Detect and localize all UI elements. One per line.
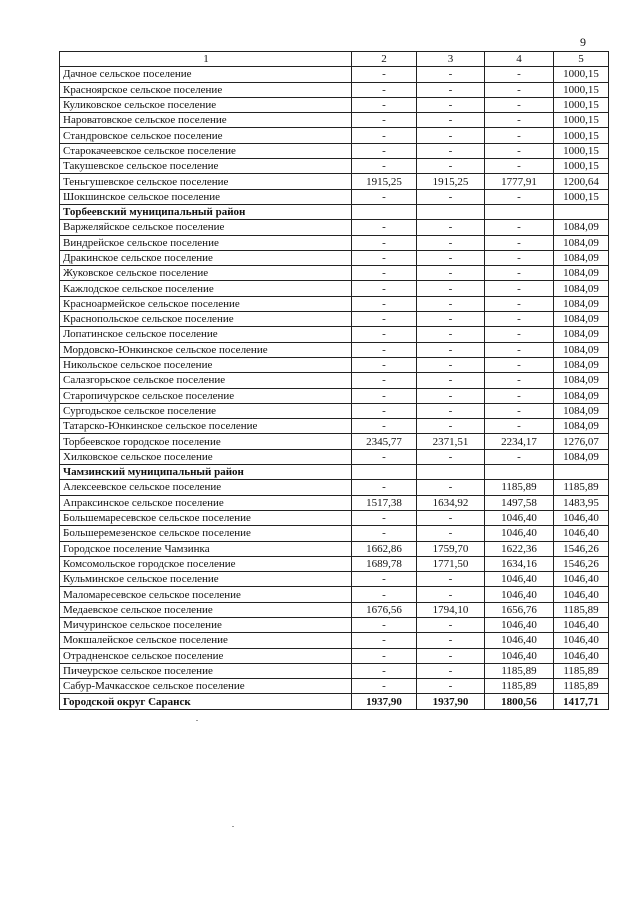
value-cell-4: - [485, 342, 554, 357]
value-cell-5: 1000,15 [554, 67, 609, 82]
value-cell-5: 1000,15 [554, 159, 609, 174]
value-cell-2: - [352, 296, 417, 311]
table-row [60, 403, 609, 418]
settlement-name-cell: Маломаресевское сельское поселение [60, 587, 352, 602]
settlement-name-cell: Комсомольское городское поселение [60, 556, 352, 571]
value-cell-4: - [485, 388, 554, 403]
value-cell-5: 1000,15 [554, 143, 609, 158]
value-cell-4: - [485, 449, 554, 464]
value-cell-2: - [352, 250, 417, 265]
settlement-name-cell: Апраксинское сельское поселение [60, 495, 352, 510]
settlement-name-cell: Сургодьское сельское поселение [60, 403, 352, 418]
table-row [60, 388, 609, 403]
value-cell-5: 1185,89 [554, 480, 609, 495]
value-cell-2: - [352, 67, 417, 82]
value-cell-4: 1046,40 [485, 617, 554, 632]
value-cell-3: - [417, 510, 485, 525]
settlement-name-cell: Куликовское сельское поселение [60, 97, 352, 112]
value-cell-2: - [352, 266, 417, 281]
value-cell-3: - [417, 296, 485, 311]
value-cell-4: - [485, 67, 554, 82]
table-section-row [60, 204, 609, 219]
value-cell-3: - [417, 97, 485, 112]
value-cell-2: - [352, 526, 417, 541]
value-cell-5: 1084,09 [554, 250, 609, 265]
value-cell-3: 2371,51 [417, 434, 485, 449]
value-cell-5: 1546,26 [554, 556, 609, 571]
value-cell-5: 1084,09 [554, 220, 609, 235]
settlement-name-cell: Дракинское сельское поселение [60, 250, 352, 265]
value-cell-4: - [485, 327, 554, 342]
settlement-name-cell: Большемаресевское сельское поселение [60, 510, 352, 525]
value-cell-5: 1084,09 [554, 449, 609, 464]
value-cell-5 [554, 204, 609, 219]
value-cell-4: - [485, 159, 554, 174]
settlement-name-cell: Медаевское сельское поселение [60, 602, 352, 617]
value-cell-5: 1084,09 [554, 403, 609, 418]
value-cell-2: - [352, 663, 417, 678]
value-cell-4: 1800,56 [485, 694, 554, 709]
value-cell-4 [485, 204, 554, 219]
value-cell-3: - [417, 327, 485, 342]
value-cell-2 [352, 204, 417, 219]
scan-speck [196, 720, 198, 721]
table-row [60, 633, 609, 648]
value-cell-2: - [352, 480, 417, 495]
value-cell-2: - [352, 403, 417, 418]
value-cell-2: 1517,38 [352, 495, 417, 510]
header-cell-4: 4 [485, 52, 554, 67]
value-cell-3: - [417, 113, 485, 128]
table-row [60, 82, 609, 97]
value-cell-2: 1915,25 [352, 174, 417, 189]
table-row [60, 495, 609, 510]
value-cell-5: 1046,40 [554, 648, 609, 663]
settlement-name-cell: Такушевское сельское поселение [60, 159, 352, 174]
settlement-name-cell: Торбеевский муниципальный район [60, 204, 352, 219]
value-cell-3: 1937,90 [417, 694, 485, 709]
value-cell-3: 1915,25 [417, 174, 485, 189]
table-row [60, 373, 609, 388]
value-cell-3: - [417, 419, 485, 434]
value-cell-2: - [352, 572, 417, 587]
value-cell-4: - [485, 373, 554, 388]
value-cell-2: - [352, 617, 417, 632]
value-cell-5: 1546,26 [554, 541, 609, 556]
value-cell-4: 1622,36 [485, 541, 554, 556]
settlement-name-cell: Виндрейское сельское поселение [60, 235, 352, 250]
value-cell-3: - [417, 128, 485, 143]
value-cell-5: 1000,15 [554, 113, 609, 128]
value-cell-3: - [417, 679, 485, 694]
value-cell-4: - [485, 419, 554, 434]
table-row [60, 97, 609, 112]
settlement-name-cell: Мокшалейское сельское поселение [60, 633, 352, 648]
value-cell-2: - [352, 373, 417, 388]
settlement-name-cell: Мичуринское сельское поселение [60, 617, 352, 632]
value-cell-3: - [417, 449, 485, 464]
value-cell-3 [417, 465, 485, 480]
value-cell-3: - [417, 281, 485, 296]
table-row [60, 312, 609, 327]
table-row [60, 67, 609, 82]
value-cell-5: 1046,40 [554, 617, 609, 632]
value-cell-5: 1046,40 [554, 510, 609, 525]
value-cell-5: 1200,64 [554, 174, 609, 189]
settlement-name-cell: Отрадненское сельское поселение [60, 648, 352, 663]
settlement-name-cell: Сабур-Мачкасское сельское поселение [60, 679, 352, 694]
value-cell-5: 1084,09 [554, 419, 609, 434]
value-cell-3: - [417, 403, 485, 418]
value-cell-5: 1084,09 [554, 327, 609, 342]
value-cell-3: - [417, 342, 485, 357]
value-cell-4: - [485, 296, 554, 311]
table-row [60, 327, 609, 342]
value-cell-5: 1000,15 [554, 97, 609, 112]
value-cell-3: 1634,92 [417, 495, 485, 510]
value-cell-2: - [352, 327, 417, 342]
value-cell-5: 1084,09 [554, 342, 609, 357]
header-cell-1: 1 [60, 52, 352, 67]
table-row [60, 281, 609, 296]
value-cell-2: 1662,86 [352, 541, 417, 556]
value-cell-4: 1046,40 [485, 572, 554, 587]
value-cell-4 [485, 465, 554, 480]
value-cell-4: 1046,40 [485, 526, 554, 541]
value-cell-3: - [417, 189, 485, 204]
header-cell-2: 2 [352, 52, 417, 67]
value-cell-2: - [352, 679, 417, 694]
value-cell-3: - [417, 480, 485, 495]
value-cell-4: - [485, 82, 554, 97]
value-cell-2: - [352, 587, 417, 602]
table-row [60, 572, 609, 587]
value-cell-2: - [352, 312, 417, 327]
value-cell-5: 1084,09 [554, 235, 609, 250]
header-cell-5: 5 [554, 52, 609, 67]
value-cell-4: - [485, 250, 554, 265]
settlement-name-cell: Алексеевское сельское поселение [60, 480, 352, 495]
value-cell-5: 1276,07 [554, 434, 609, 449]
value-cell-2: - [352, 189, 417, 204]
value-cell-4: - [485, 128, 554, 143]
value-cell-2: - [352, 648, 417, 663]
value-cell-5: 1084,09 [554, 357, 609, 372]
settlement-name-cell: Пичеурское сельское поселение [60, 663, 352, 678]
settlement-name-cell: Дачное сельское поселение [60, 67, 352, 82]
settlement-name-cell: Теньгушевское сельское поселение [60, 174, 352, 189]
value-cell-5: 1185,89 [554, 663, 609, 678]
value-cell-4: - [485, 403, 554, 418]
value-cell-2: 1676,56 [352, 602, 417, 617]
value-cell-5 [554, 465, 609, 480]
value-cell-4: 1656,76 [485, 602, 554, 617]
value-cell-2 [352, 465, 417, 480]
value-cell-3: - [417, 220, 485, 235]
value-cell-4: 1185,89 [485, 679, 554, 694]
settlement-name-cell: Чамзинский муниципальный район [60, 465, 352, 480]
table-row [60, 189, 609, 204]
table-section-row [60, 694, 609, 709]
value-cell-3: - [417, 648, 485, 663]
table-row [60, 541, 609, 556]
value-cell-4: 1185,89 [485, 480, 554, 495]
table-row [60, 357, 609, 372]
value-cell-2: - [352, 419, 417, 434]
value-cell-4: - [485, 266, 554, 281]
value-cell-3: - [417, 526, 485, 541]
value-cell-4: 1046,40 [485, 587, 554, 602]
settlement-name-cell: Варжеляйское сельское поселение [60, 220, 352, 235]
header-cell-3: 3 [417, 52, 485, 67]
value-cell-2: - [352, 281, 417, 296]
table-row [60, 480, 609, 495]
value-cell-4: - [485, 357, 554, 372]
value-cell-4: - [485, 220, 554, 235]
table-row [60, 342, 609, 357]
value-cell-5: 1046,40 [554, 572, 609, 587]
settlement-name-cell: Хилковское сельское поселение [60, 449, 352, 464]
table-row [60, 296, 609, 311]
settlement-name-cell: Салазгорьское сельское поселение [60, 373, 352, 388]
value-cell-4: 1046,40 [485, 510, 554, 525]
value-cell-3: 1771,50 [417, 556, 485, 571]
value-cell-4: - [485, 97, 554, 112]
value-cell-2: - [352, 633, 417, 648]
settlement-name-cell: Красноармейское сельское поселение [60, 296, 352, 311]
settlement-name-cell: Шокшинское сельское поселение [60, 189, 352, 204]
value-cell-4: - [485, 143, 554, 158]
table-header-row [60, 52, 609, 67]
value-cell-4: 2234,17 [485, 434, 554, 449]
value-cell-2: - [352, 510, 417, 525]
value-cell-3: - [417, 357, 485, 372]
table-row [60, 128, 609, 143]
value-cell-5: 1185,89 [554, 679, 609, 694]
table-row [60, 510, 609, 525]
value-cell-4: 1777,91 [485, 174, 554, 189]
value-cell-4: - [485, 312, 554, 327]
settlement-name-cell: Лопатинское сельское поселение [60, 327, 352, 342]
value-cell-3: - [417, 67, 485, 82]
value-cell-5: 1046,40 [554, 526, 609, 541]
value-cell-5: 1084,09 [554, 388, 609, 403]
page-number: 9 [580, 35, 586, 49]
value-cell-5: 1084,09 [554, 266, 609, 281]
value-cell-2: - [352, 82, 417, 97]
value-cell-5: 1000,15 [554, 82, 609, 97]
table-section-row [60, 465, 609, 480]
settlement-name-cell: Нароватовское сельское поселение [60, 113, 352, 128]
value-cell-3: - [417, 587, 485, 602]
scan-speck [232, 826, 234, 827]
value-cell-3: - [417, 250, 485, 265]
table-row [60, 174, 609, 189]
value-cell-2: - [352, 113, 417, 128]
value-cell-5: 1046,40 [554, 633, 609, 648]
table-row [60, 159, 609, 174]
value-cell-3: - [417, 388, 485, 403]
value-cell-3: 1759,70 [417, 541, 485, 556]
value-cell-2: - [352, 357, 417, 372]
value-cell-3: - [417, 373, 485, 388]
table-row [60, 617, 609, 632]
value-cell-4: - [485, 189, 554, 204]
table-row [60, 602, 609, 617]
value-cell-3: - [417, 143, 485, 158]
table-row [60, 250, 609, 265]
table-row [60, 556, 609, 571]
value-cell-3: - [417, 663, 485, 678]
value-cell-3: - [417, 617, 485, 632]
settlement-name-cell: Старокачеевское сельское поселение [60, 143, 352, 158]
value-cell-5: 1084,09 [554, 296, 609, 311]
value-cell-3: - [417, 312, 485, 327]
settlement-name-cell: Мордовско-Юнкинское сельское поселение [60, 342, 352, 357]
value-cell-3: - [417, 266, 485, 281]
settlement-name-cell: Кажлодское сельское поселение [60, 281, 352, 296]
table-row [60, 266, 609, 281]
value-cell-5: 1084,09 [554, 281, 609, 296]
value-cell-2: - [352, 97, 417, 112]
value-cell-4: - [485, 113, 554, 128]
tariff-table [59, 51, 609, 710]
value-cell-2: 2345,77 [352, 434, 417, 449]
value-cell-5: 1000,15 [554, 189, 609, 204]
value-cell-2: 1689,78 [352, 556, 417, 571]
settlement-name-cell: Татарско-Юнкинское сельское поселение [60, 419, 352, 434]
settlement-name-cell: Большеремезенское сельское поселение [60, 526, 352, 541]
table-row [60, 679, 609, 694]
value-cell-2: - [352, 235, 417, 250]
value-cell-2: 1937,90 [352, 694, 417, 709]
value-cell-5: 1084,09 [554, 373, 609, 388]
settlement-name-cell: Никольское сельское поселение [60, 357, 352, 372]
value-cell-3: - [417, 82, 485, 97]
value-cell-4: - [485, 235, 554, 250]
settlement-name-cell: Жуковское сельское поселение [60, 266, 352, 281]
value-cell-3: - [417, 235, 485, 250]
table-row [60, 220, 609, 235]
value-cell-5: 1084,09 [554, 312, 609, 327]
table-row [60, 434, 609, 449]
value-cell-3 [417, 204, 485, 219]
table-row [60, 449, 609, 464]
value-cell-3: - [417, 633, 485, 648]
value-cell-2: - [352, 220, 417, 235]
value-cell-5: 1417,71 [554, 694, 609, 709]
settlement-name-cell: Краснопольское сельское поселение [60, 312, 352, 327]
table-row [60, 143, 609, 158]
value-cell-4: - [485, 281, 554, 296]
value-cell-5: 1046,40 [554, 587, 609, 602]
settlement-name-cell: Старопичурское сельское поселение [60, 388, 352, 403]
settlement-name-cell: Красноярское сельское поселение [60, 82, 352, 97]
value-cell-2: - [352, 449, 417, 464]
settlement-name-cell: Городское поселение Чамзинка [60, 541, 352, 556]
value-cell-5: 1000,15 [554, 128, 609, 143]
value-cell-3: - [417, 159, 485, 174]
table-row [60, 663, 609, 678]
table-row [60, 648, 609, 663]
value-cell-2: - [352, 342, 417, 357]
value-cell-4: 1185,89 [485, 663, 554, 678]
value-cell-4: 1046,40 [485, 648, 554, 663]
value-cell-2: - [352, 128, 417, 143]
settlement-name-cell: Стандровское сельское поселение [60, 128, 352, 143]
value-cell-2: - [352, 159, 417, 174]
value-cell-3: - [417, 572, 485, 587]
value-cell-4: 1046,40 [485, 633, 554, 648]
table-row [60, 526, 609, 541]
value-cell-2: - [352, 388, 417, 403]
value-cell-2: - [352, 143, 417, 158]
table-row [60, 113, 609, 128]
table-row [60, 587, 609, 602]
value-cell-3: 1794,10 [417, 602, 485, 617]
table-row [60, 419, 609, 434]
settlement-name-cell: Городской округ Саранск [60, 694, 352, 709]
value-cell-4: 1497,58 [485, 495, 554, 510]
settlement-name-cell: Кульминское сельское поселение [60, 572, 352, 587]
value-cell-4: 1634,16 [485, 556, 554, 571]
value-cell-5: 1483,95 [554, 495, 609, 510]
settlement-name-cell: Торбеевское городское поселение [60, 434, 352, 449]
table-row [60, 235, 609, 250]
value-cell-5: 1185,89 [554, 602, 609, 617]
